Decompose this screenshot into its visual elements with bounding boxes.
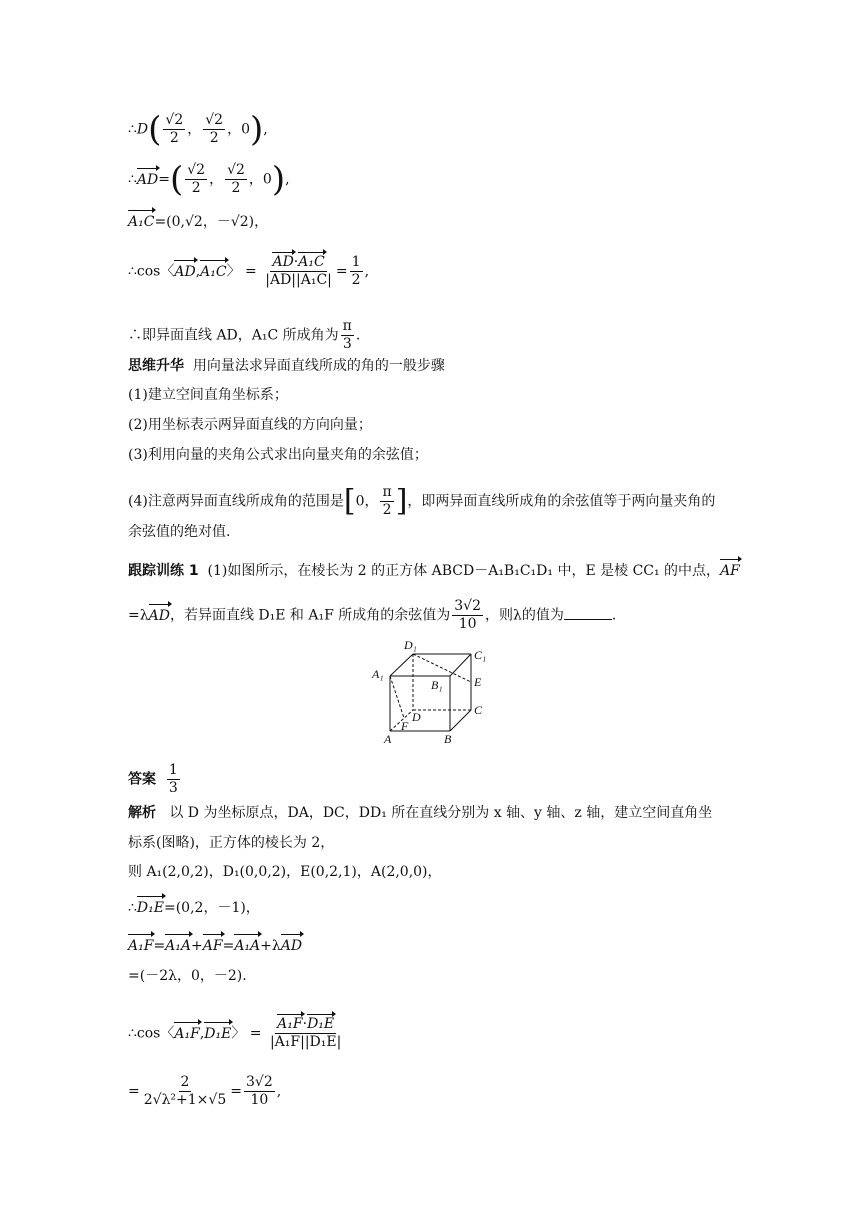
label-b: B: [444, 732, 452, 746]
fraction: $\frac{√2}{2}$: [187, 162, 206, 196]
vector-a1c-line: A₁C=(0,√2，－√2)，: [128, 214, 269, 230]
analysis-line-3: 则 A₁(2,0,2)，D₁(0,0,2)，E(0,2,1)，A(2,0,0)，: [128, 864, 442, 880]
fraction: $\frac{1}{2}$: [351, 254, 361, 288]
exercise-line-1: 跟踪训练 1 (1)如图所示，在棱长为 2 的正方体 ABCD－A₁B₁C₁D₁ 中，E 是棱 CC₁ 的中点，AF: [128, 563, 740, 579]
vector-ad-line: ∴AD=( $\frac{√2}{2}$ ， $\frac{√2}{2}$ ，0),: [128, 159, 290, 200]
fraction: $\frac{\text{A₁F·D₁E}}{\text{|A₁F||D₁E|}}$: [269, 1016, 342, 1050]
label-d: D: [412, 710, 421, 724]
cosine-formula-line: ∴cos〈AD,A₁C〉 = $\frac{\text{AD·A₁C}}{\text{|AD||A₁C|}}$ = $\frac{1}{2}$ ,: [128, 254, 370, 288]
cube-figure: [368, 636, 498, 746]
point-d-line: ∴D( $\frac{√2}{2}$ ， $\frac{√2}{2}$ ，0),: [128, 109, 268, 150]
label-b1: B₁: [431, 678, 443, 692]
summary-step-4-cont: 余弦值的绝对值.: [128, 524, 231, 540]
summary-step-1: (1)建立空间直角坐标系；: [128, 387, 288, 403]
edge-b1-c1: [450, 654, 471, 676]
label-c1: C₁: [474, 648, 487, 662]
summary-step-2: (2)用坐标表示两异面直线的方向向量；: [128, 417, 372, 433]
edge-b-c: [450, 710, 471, 731]
fraction: $\frac{√2}{2}$: [165, 112, 184, 146]
analysis-line-6: =(－2λ，0，－2).: [128, 968, 247, 984]
summary-step-3: (3)利用向量的夹角公式求出向量夹角的余弦值；: [128, 447, 428, 463]
fraction: $\frac{2}{\text{2√λ²+1×√5}}$: [143, 1074, 227, 1108]
segment-a1-f: [390, 676, 404, 718]
fraction: $\frac{\pi}{2}$: [382, 484, 392, 518]
answer-blank: [564, 605, 612, 620]
label-c: C: [474, 703, 483, 717]
analysis-line-1: 解析 以 D 为坐标原点，DA，DC，DD₁ 所在直线分别为 x 轴、y 轴、z 轴，建立空间直角坐: [128, 805, 713, 821]
analysis-line-4: ∴D₁E=(0,2，－1)，: [128, 900, 260, 916]
label-a: A: [384, 732, 392, 746]
fraction: $\frac{\pi}{3}$: [342, 318, 352, 352]
therefore-symbol: ∴: [128, 121, 137, 138]
exercise-line-2: =λAD，若异面直线 D₁E 和 A₁F 所成角的余弦值为 $\frac{3√2}{10}$ ，则λ的值为 .: [128, 598, 617, 632]
point-label: D: [136, 121, 149, 138]
cube-diagram: [368, 636, 498, 746]
label-f: F: [401, 719, 409, 733]
fraction: $\frac{3√2}{10}$: [245, 1074, 273, 1108]
fraction: $\frac{3√2}{10}$: [454, 598, 481, 632]
summary-step-4: (4)注意两异面直线所成角的范围是[0， $\frac{\pi}{2}$ ]，即两异面直线所成角的余弦值等于两向量夹角的: [128, 483, 716, 519]
label-d1: D₁: [404, 638, 417, 652]
summary-heading: 思维升华 用向量法求异面直线所成的角的一般步骤: [128, 358, 445, 374]
analysis-line-8: = $\frac{2}{\text{2√λ²+1×√5}}$ = $\frac{3√2}{10}$ ,: [128, 1074, 282, 1108]
analysis-line-5: A₁F=A₁A+AF=A₁A+λAD: [128, 938, 303, 954]
analysis-line-7: ∴cos〈A₁F,D₁E〉 = $\frac{\text{A₁F·D₁E}}{\text{|A₁F||D₁E|}}$: [128, 1016, 342, 1050]
fraction: $\frac{√2}{2}$: [205, 112, 224, 146]
vector-label: AD: [136, 171, 159, 188]
fraction: $\frac{\text{AD·A₁C}}{\text{|AD||A₁C|}}$: [265, 254, 332, 288]
analysis-line-2: 标系(图略)，正方体的棱长为 2，: [128, 835, 335, 851]
answer-line: 答案 $\frac{1}{3}$: [128, 762, 178, 796]
fraction: $\frac{1}{3}$: [168, 762, 178, 796]
label-e: E: [474, 675, 482, 689]
edge-a1-d1: [390, 654, 413, 676]
fraction: $\frac{√2}{2}$: [227, 162, 245, 196]
label-a1: A₁: [372, 667, 384, 681]
conclusion-line: ∴即异面直线 AD，A₁C 所成角为 $\frac{\pi}{3}$ .: [128, 318, 361, 352]
